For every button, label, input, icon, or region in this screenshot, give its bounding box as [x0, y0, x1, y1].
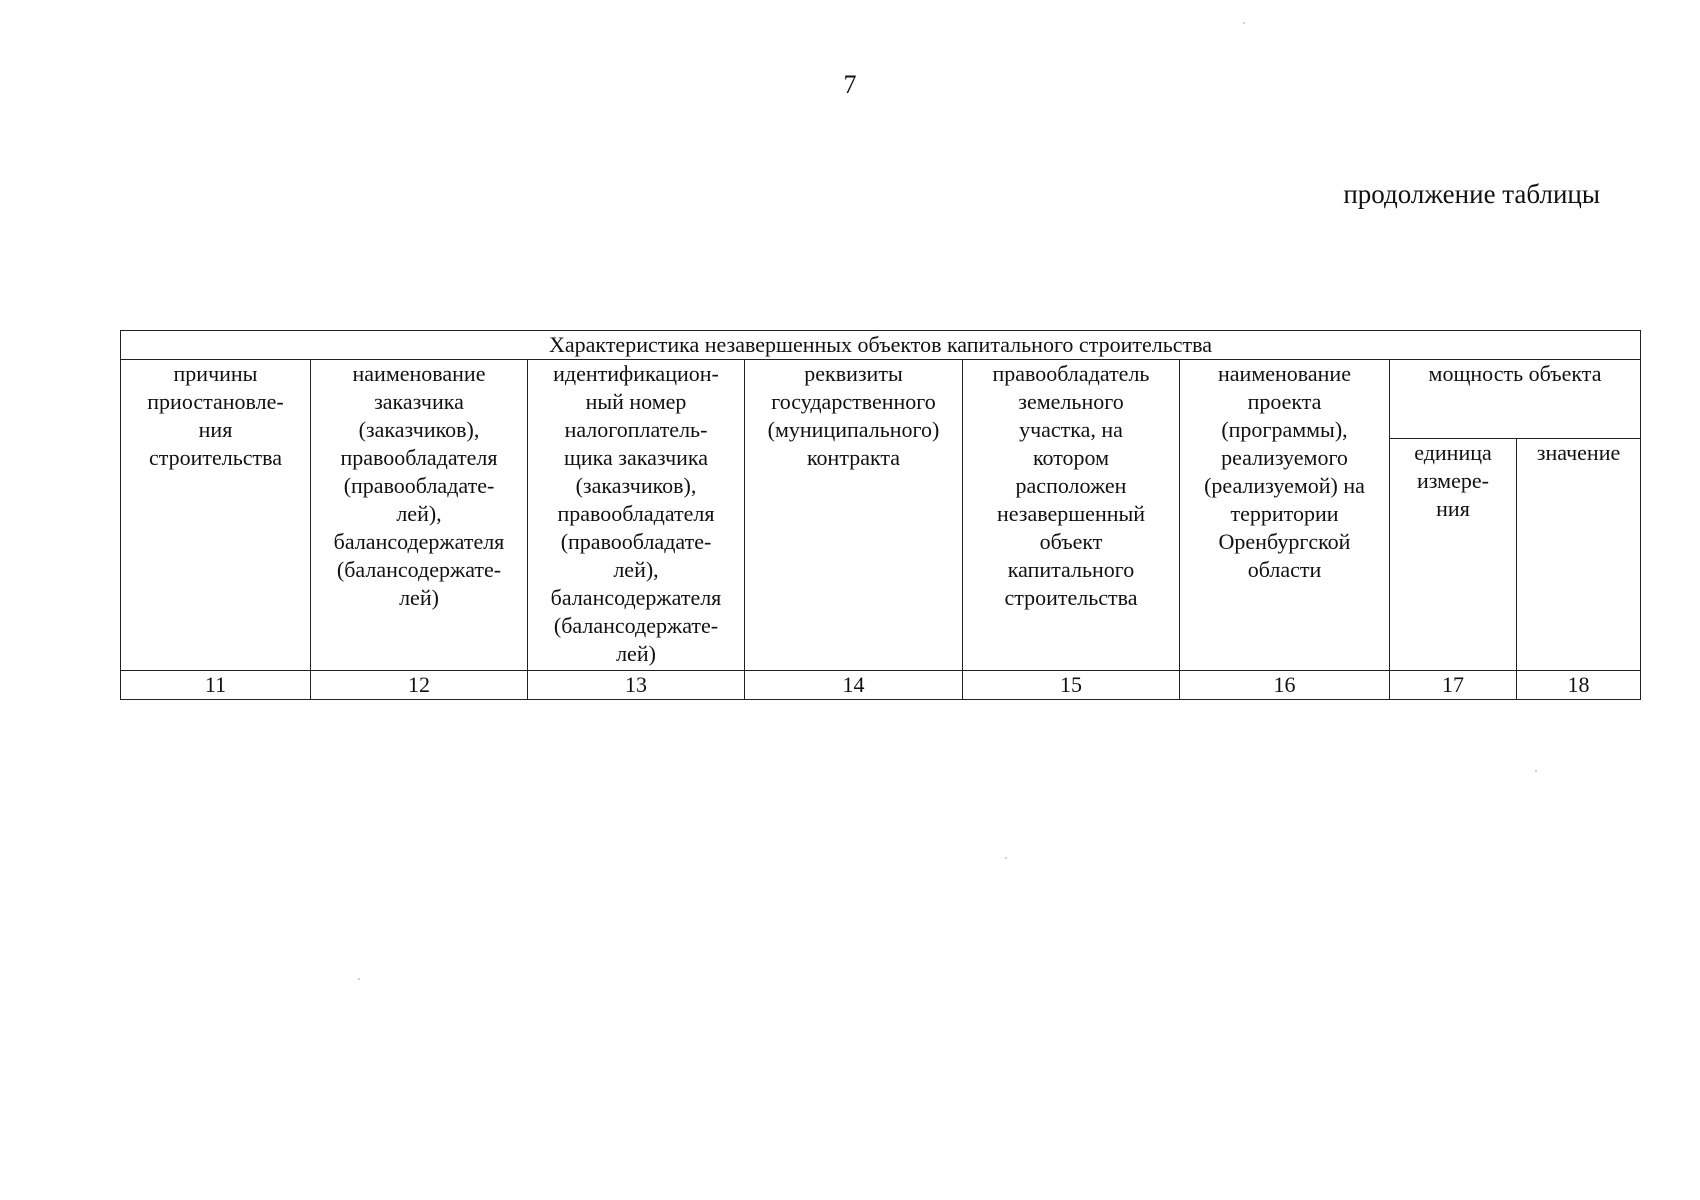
header-suspension-reasons: причины приостановле- ния строительства [121, 360, 311, 671]
table-header-row [121, 360, 1641, 439]
scan-speck [1535, 770, 1537, 772]
table-title: Характеристика незавершенных объектов капитального строительства [121, 331, 1641, 360]
column-number: 11 [121, 671, 311, 700]
header-capacity-group: мощность объекта [1390, 360, 1641, 439]
column-number: 13 [528, 671, 745, 700]
header-taxpayer-id: идентификацион- ный номер налогоплатель- щика заказчика (заказчиков), правообладателя (правообладате- лей), балансодержателя (балансодержате- лей) [528, 360, 745, 671]
header-land-owner: правообладатель земельного участка, на котором расположен незавершенный объект капитального строительства [963, 360, 1180, 671]
column-number: 14 [745, 671, 963, 700]
header-project-name: наименование проекта (программы), реализуемого (реализуемой) на территории Оренбургской области [1180, 360, 1390, 671]
header-capacity-unit: единица измере- ния [1390, 439, 1517, 671]
scan-speck [1005, 857, 1007, 859]
column-number: 12 [311, 671, 528, 700]
column-number: 15 [963, 671, 1180, 700]
column-number: 16 [1180, 671, 1390, 700]
header-customer-name: наименование заказчика (заказчиков), правообладателя (правообладате- лей), балансодержателя (балансодержате- лей) [311, 360, 528, 671]
column-number: 18 [1517, 671, 1641, 700]
scan-speck [358, 978, 360, 980]
page-number: 7 [843, 70, 857, 99]
column-number: 17 [1390, 671, 1517, 700]
scan-speck [1243, 22, 1245, 24]
header-contract-details: реквизиты государственного (муниципального) контракта [745, 360, 963, 671]
column-number-row [121, 671, 1641, 700]
table-title-row [121, 331, 1641, 360]
header-capacity-value: значение [1517, 439, 1641, 671]
construction-objects-table [120, 330, 1641, 700]
continuation-label: продолжение таблицы [1343, 179, 1600, 209]
